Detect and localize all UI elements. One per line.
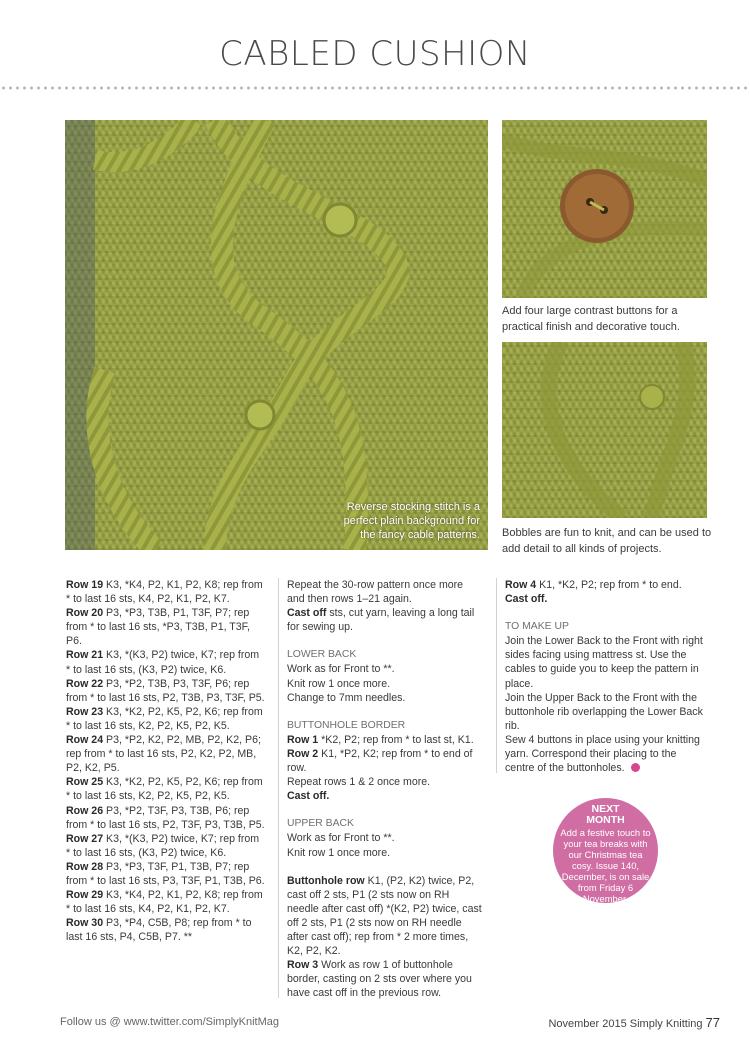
page-number: 77: [705, 1015, 720, 1030]
row-instruction: Row 23 K3, *K2, P2, K5, P2, K6; rep from * to last 16 sts, K2, P2, K5, P2, K5.: [66, 705, 263, 732]
footer-twitter: Follow us @ www.twitter.com/SimplyKnitMag: [60, 1016, 280, 1028]
end-mark-icon: [631, 763, 640, 772]
footer-issue: November 2015 Simply Knitting 77: [548, 1015, 720, 1030]
cast-off-instruction: Cast off sts, cut yarn, leaving a long tail for sewing up.: [287, 607, 475, 634]
pattern-column-3: Row 4 K1, *K2, P2; rep from * to end. Cast off. TO MAKE UP Join the Lower Back to the Front with right sides facing using mattress st. Use the cables to guide you to keep the pattern in place. Join the Upper Back to the Front with the buttonhole rib overlapping the Lower Back rib. Sew 4 buttons in place using your knitting yarn. Correspond their placing to the centre of the buttonholes.: [505, 578, 708, 775]
buttonhole-row-instruction: Buttonhole row K1, (P2, K2) twice, P2, cast off 2 sts, P1 (2 sts now on RH needle after cast off) *(K2, P2) twice, cast off 2 sts, P1 (2 sts now on RH needle after cast off); rep from * 2 more times, K2, P2, K2.: [287, 874, 482, 958]
button-detail-photo: [502, 120, 707, 298]
button-illustration: [502, 120, 707, 298]
pattern-column-1: [66, 578, 266, 944]
repeat-instruction: Repeat the 30-row pattern once more and then rows 1–21 again.: [287, 579, 464, 606]
main-photo-caption: Reverse stocking stitch is a perfect plain background for the fancy cable patterns.: [343, 501, 480, 541]
buttonhole-border-heading: BUTTONHOLE BORDER: [287, 719, 406, 731]
upper-back-heading: UPPER BACK: [287, 818, 354, 830]
row-instruction: Row 27 K3, *(K3, P2) twice, K7; rep from * to last 16 sts, (K3, P2) twice, K6.: [66, 832, 260, 859]
button-caption: Add four large contrast buttons for a practical finish and decorative touch.: [502, 305, 680, 333]
row-instruction: Row 19 K3, *K4, P2, K1, P2, K8; rep from * to last 16 sts, K4, P2, K1, P2, K7.: [66, 579, 263, 606]
pattern-column-2: Repeat the 30-row pattern once more and then rows 1–21 again. Cast off sts, cut yarn, leaving a long tail for sewing up. LOWER BACK Work as for Front to **. Knit row 1 once more. Change to 7mm needles. BUTTONHOLE BORDER Row 1 *K2, P2; rep from * to last st, K1. Row 2 K1, *P2, K2; rep from * to end of row. Repeat rows 1 & 2 once more. Cast off. UPPER BACK Work as for Front to **. Knit row 1 once more. Buttonhole row K1, (P2, K2) twice, P2, cast off 2 sts, P1 (2 sts now on RH needle after cast off) *(K2, P2) twice, cast off 2 sts, P1 (2 sts now on RH needle after cast off); rep from * 2 more times, K2, P2, K2. Row 3 Work as row 1 of buttonhole border, casting on 2 sts over where you have cast off in the previous row.: [287, 579, 482, 1000]
row-instruction: Row 3 Work as row 1 of buttonhole border, casting on 2 sts over where you have cast off in the previous row.: [287, 959, 472, 1000]
cable-illustration: [65, 120, 488, 550]
column-divider: [278, 578, 280, 998]
bobble-detail-photo: [502, 342, 707, 518]
bobble-illustration: [502, 342, 707, 518]
bobble-caption: Bobbles are fun to knit, and can be used to add detail to all kinds of projects.: [502, 527, 712, 555]
main-cable-photo: [65, 120, 488, 550]
row-instruction: Row 25 K3, *K2, P2, K5, P2, K6; rep from * to last 16 sts, K2, P2, K5, P2, K5.: [66, 776, 263, 803]
row-instruction: Row 4 K1, *K2, P2; rep from * to end.: [505, 579, 682, 591]
row-instruction: Row 22 P3, *P2, T3B, P3, T3F, P6; rep from * to last 16 sts, P2, T3B, P3, T3F, P5.: [66, 677, 265, 704]
lower-back-heading: LOWER BACK: [287, 649, 357, 661]
row-instruction: Row 20 P3, *P3, T3B, P1, T3F, P7; rep from * to last 16 sts, *P3, T3B, P1, T3F, P6.: [66, 607, 250, 648]
row-instruction: Row 1 *K2, P2; rep from * to last st, K1.: [287, 733, 474, 746]
row-instruction: Row 28 P3, *P3, T3F, P1, T3B, P7; rep from * to last 16 sts, P3, T3F, P1, T3B, P6.: [66, 860, 265, 887]
row-instruction: Row 24 P3, *P2, K2, P2, MB, P2, K2, P6; rep from * to last 16 sts, P2, K2, P2, MB, P2, K2, P5.: [66, 734, 261, 775]
row-instruction: Row 21 K3, *(K3, P2) twice, K7; rep from * to last 16 sts, (K3, P2) twice, K6.: [66, 649, 260, 676]
make-up-heading: TO MAKE UP: [505, 621, 569, 633]
row-instruction: Row 26 P3, *P2, T3F, P3, T3B, P6; rep from * to last 16 sts, P2, T3F, P3, T3B, P5.: [66, 804, 265, 831]
row-instruction: Row 30 P3, *P4, C5B, P8; rep from * to last 16 sts, P4, C5B, P7. **: [66, 917, 252, 944]
page-title: CABLED CUSHION: [219, 34, 531, 74]
column-divider: [496, 578, 498, 773]
row-instruction: Row 29 K3, *K4, P2, K1, P2, K8; rep from * to last 16 sts, K4, P2, K1, P2, K7.: [66, 889, 263, 916]
next-month-badge: NEXT MONTH Add a festive touch to your tea breaks with our Christmas tea cosy. Issue 140, December, is on sale from Friday 6 November.: [553, 798, 658, 903]
dotted-divider: [0, 86, 750, 90]
row-instruction: Row 2 K1, *P2, K2; rep from * to end of row.: [287, 747, 473, 775]
